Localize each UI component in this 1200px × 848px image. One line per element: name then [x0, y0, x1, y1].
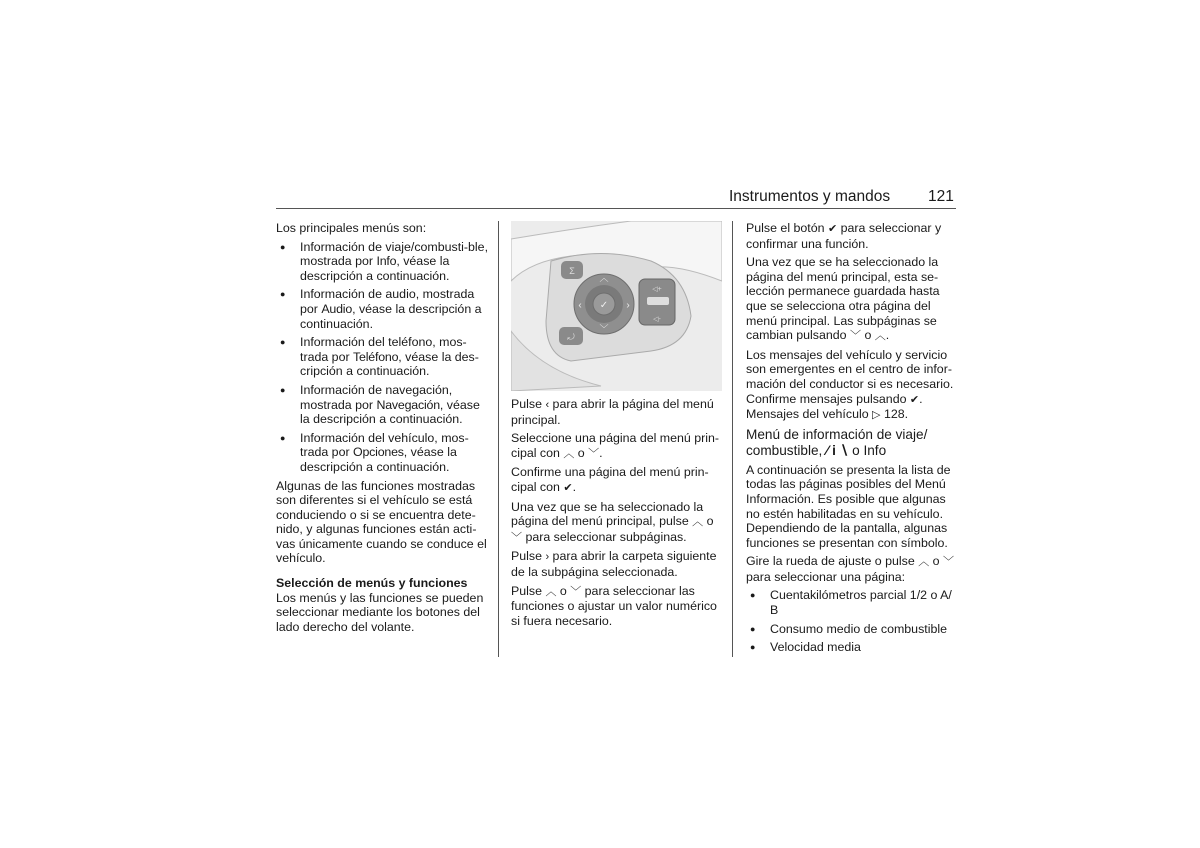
column-3 [746, 221, 958, 659]
body-paragraph: Una vez que se ha seleccionado la página del menú principal, esta se-lección permanece guardada hasta que se selecciona otra página del menú principal. Las subpáginas se cambian pulsando ﹀ o ︿. [746, 255, 940, 343]
info-pages-list [746, 588, 958, 654]
body-paragraph: Una vez que se ha seleccionado la página del menú principal, pulse ︿ o ﹀ para seleccionar subpáginas. [511, 499, 714, 544]
list-item: ● Velocidad media [746, 640, 958, 655]
body-paragraph: Seleccione una página del menú prin-cipal con ︿ o ﹀. [511, 431, 720, 460]
check-icon: ✔ [909, 393, 920, 406]
body-paragraph: Gire la rueda de ajuste o pulse ︿ o ﹀ para seleccionar una página: [746, 554, 954, 584]
list-item: ● Información de viaje/combusti-ble, mostrada por Info, véase la descripción a continuación. [276, 240, 490, 284]
chevron-right-icon: › [545, 551, 550, 564]
body-paragraph: Los mensajes del vehículo y servicio son emergentes en el centro de infor-mación del conductor si es necesario. Confirme mensajes pulsando ✔. Mensajes del vehículo ▷ 128. [746, 347, 954, 422]
page-header-title: Instrumentos y mandos [729, 188, 891, 205]
list-item: ● Información del teléfono, mos-trada por Teléfono, véase la des-cripción a continuación. [276, 335, 490, 379]
chevron-up-icon: ︿ [545, 585, 557, 598]
svg-text:Σ: Σ [569, 266, 575, 276]
check-icon: ✔ [827, 223, 838, 235]
svg-text:✓: ✓ [599, 300, 609, 311]
body-paragraph: A continuación se presenta la lista de todas las páginas posibles del Menú Información. Es posible que algunas no estén habilitadas en su vehículo. Dependiendo de la pantalla, algunas funciones se presentan con símbolo. [746, 462, 951, 550]
list-item: ● Información del vehículo, mos-trada por Opciones, véase la descripción a continuación. [276, 431, 490, 475]
svg-text:︿: ︿ [599, 273, 609, 283]
chevron-down-icon: ﹀ [588, 447, 600, 460]
section-heading: Menú de información de viaje/ combustible, ⁄ i ∖ o Info [746, 426, 928, 458]
body-paragraph: Confirme una página del menú prin-cipal con ✔. [511, 465, 709, 494]
chevron-down-icon: ﹀ [511, 531, 522, 544]
svg-text:⤾: ⤾ [567, 332, 575, 342]
column-1 [276, 221, 490, 638]
column-divider-1 [498, 221, 499, 657]
chevron-up-icon: ︿ [918, 556, 930, 569]
cross-reference-icon: ▷ [872, 409, 881, 422]
body-paragraph: Pulse el botón ✔ para seleccionar y confirmar una función. [746, 221, 942, 251]
chevron-up-icon: ︿ [563, 447, 575, 460]
chevron-down-icon: ﹀ [570, 585, 582, 598]
chevron-left-icon: ‹ [545, 399, 550, 411]
body-paragraph: Pulse ︿ o ﹀ para seleccionar las funciones o ajustar un valor numérico si fuera necesario. [511, 583, 717, 628]
check-icon: ✔ [563, 481, 573, 494]
list-item: ● Información de audio, mostrada por Audio, véase la descripción a continuación. [276, 287, 490, 331]
svg-text:‹: ‹ [578, 300, 582, 311]
chevron-up-icon: ︿ [692, 516, 704, 529]
column-divider-2 [732, 221, 733, 657]
intro-text: Los principales menús son: [276, 221, 427, 235]
menu-list [276, 240, 490, 475]
subheading: Selección de menús y funciones [276, 576, 468, 591]
body-paragraph: Pulse › para abrir la carpeta siguiente de la subpágina seleccionada. [511, 549, 717, 579]
list-item: ● Consumo medio de combustible [746, 622, 958, 637]
list-item: ● Información de navegación, mostrada por Navegación, véase la descripción a continuación. [276, 383, 490, 427]
body-paragraph: Pulse ‹ para abrir la página del menú principal. [511, 397, 714, 427]
svg-text:◁-: ◁- [653, 316, 661, 323]
svg-text:◁+: ◁+ [652, 286, 662, 293]
page-number: 121 [928, 188, 954, 205]
column-2 [511, 221, 723, 632]
steering-wheel-controls-illustration [511, 221, 722, 391]
trip-fuel-icon: ⁄ i ∖ [826, 442, 849, 458]
chevron-down-icon: ﹀ [850, 330, 862, 343]
svg-text:﹀: ﹀ [599, 324, 609, 334]
body-paragraph: Algunas de las funciones mostradas son diferentes si el vehículo se está conduciendo o si se encuentra dete-nido, y algunas funciones están acti-vas únicamente cuando se conduce el vehículo. [276, 478, 487, 566]
header-rule [276, 208, 956, 209]
svg-text:›: › [626, 300, 630, 311]
body-paragraph: Los menús y las funciones se pueden seleccionar mediante los botones del lado derecho del volante. [276, 590, 484, 634]
chevron-down-icon: ﹀ [942, 556, 954, 569]
list-item: ● Cuentakilómetros parcial 1/2 o A/ B [746, 588, 958, 617]
chevron-up-icon: ︿ [874, 330, 886, 343]
